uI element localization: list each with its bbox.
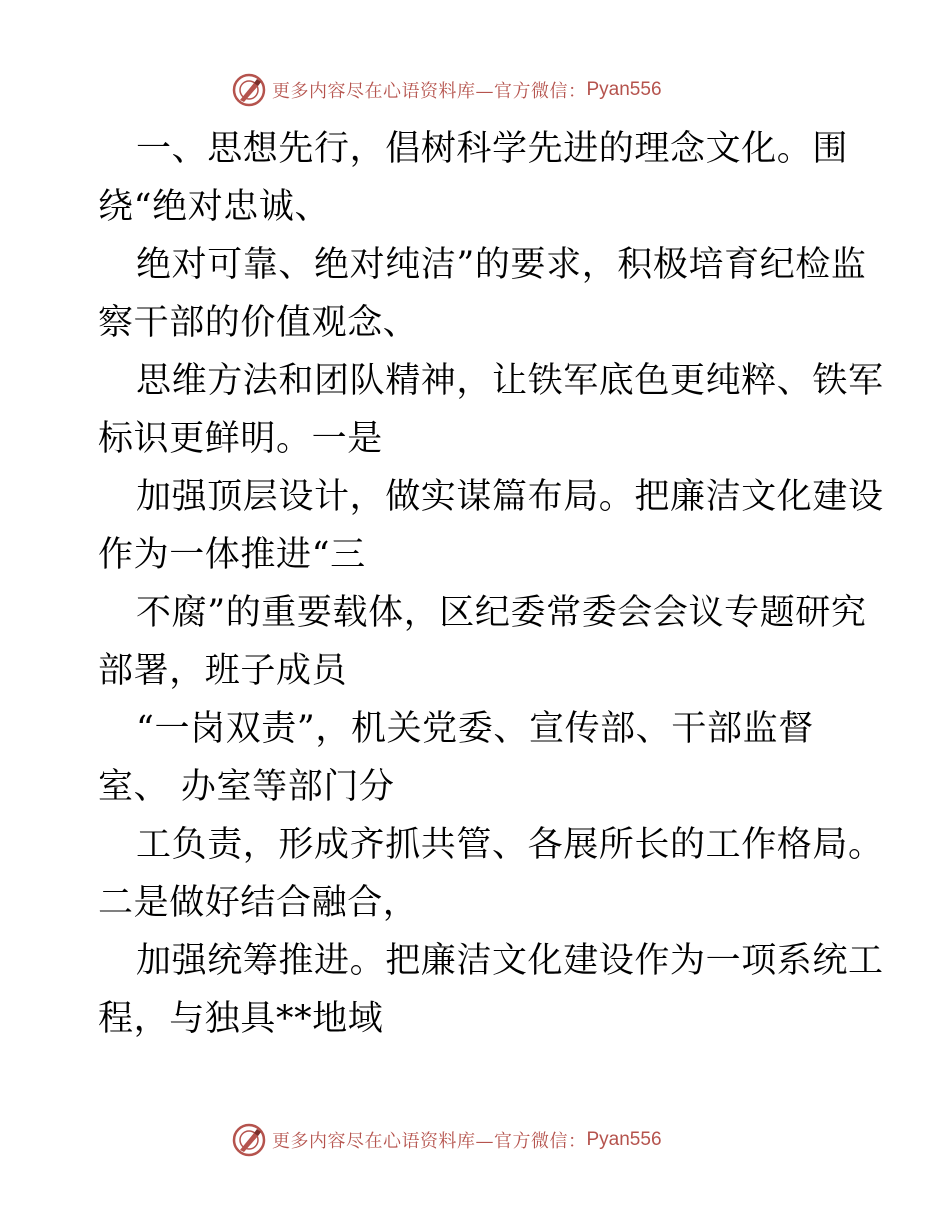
header-banner-brand: Pyan556	[586, 79, 662, 100]
paragraph	[98, 120, 868, 236]
text-line: 部署，班子成员	[98, 651, 348, 691]
text-line: 二是做好结合融合，	[98, 883, 419, 923]
body-content	[98, 120, 884, 1048]
text-line: 思维方法和团队精神，让铁军底色更纯粹、铁军	[136, 361, 884, 401]
paragraph	[98, 236, 868, 352]
paragraph	[98, 584, 868, 700]
header-banner[interactable]	[232, 72, 662, 108]
text-line: 加强统筹推进。把廉洁文化建设作为一项系统工	[136, 941, 884, 981]
paragraph	[98, 816, 884, 932]
footer-banner-brand: Pyan556	[586, 1129, 662, 1150]
text-line: “一岗双责”，机关党委、宣传部、干部监督	[136, 709, 814, 749]
text-line: 绝对可靠、绝对纯洁”的要求，积极培育纪检监	[136, 245, 867, 285]
text-line: 工负责，形成齐抓共管、各展所长的工作格局。	[136, 825, 884, 865]
text-line: 一、思想先行，倡树科学先进的理念文化。围	[136, 129, 849, 169]
pen-logo-icon	[232, 1123, 266, 1157]
text-line: 室、 办室等部门分	[98, 767, 395, 807]
footer-banner[interactable]	[232, 1122, 662, 1158]
paragraph	[98, 352, 884, 468]
paragraph	[98, 932, 884, 1048]
text-line: 察干部的价值观念、	[98, 303, 419, 343]
paragraph	[98, 468, 884, 584]
paragraph	[98, 700, 868, 816]
text-line: 加强顶层设计，做实谋篇布局。把廉洁文化建设	[136, 477, 884, 517]
text-line: 标识更鲜明。一是	[98, 419, 383, 459]
text-line: 程，与独具**地域	[98, 999, 384, 1039]
text-line: 绕“绝对忠诚、	[98, 187, 331, 227]
text-line: 作为一体推进“三	[98, 535, 366, 575]
text-line: 不腐”的重要载体，区纪委常委会会议专题研究	[136, 593, 867, 633]
header-banner-text: 更多内容尽在心语资料库—官方微信：	[272, 81, 587, 102]
footer-banner-text: 更多内容尽在心语资料库—官方微信：	[272, 1131, 587, 1152]
pen-logo-icon	[232, 73, 266, 107]
